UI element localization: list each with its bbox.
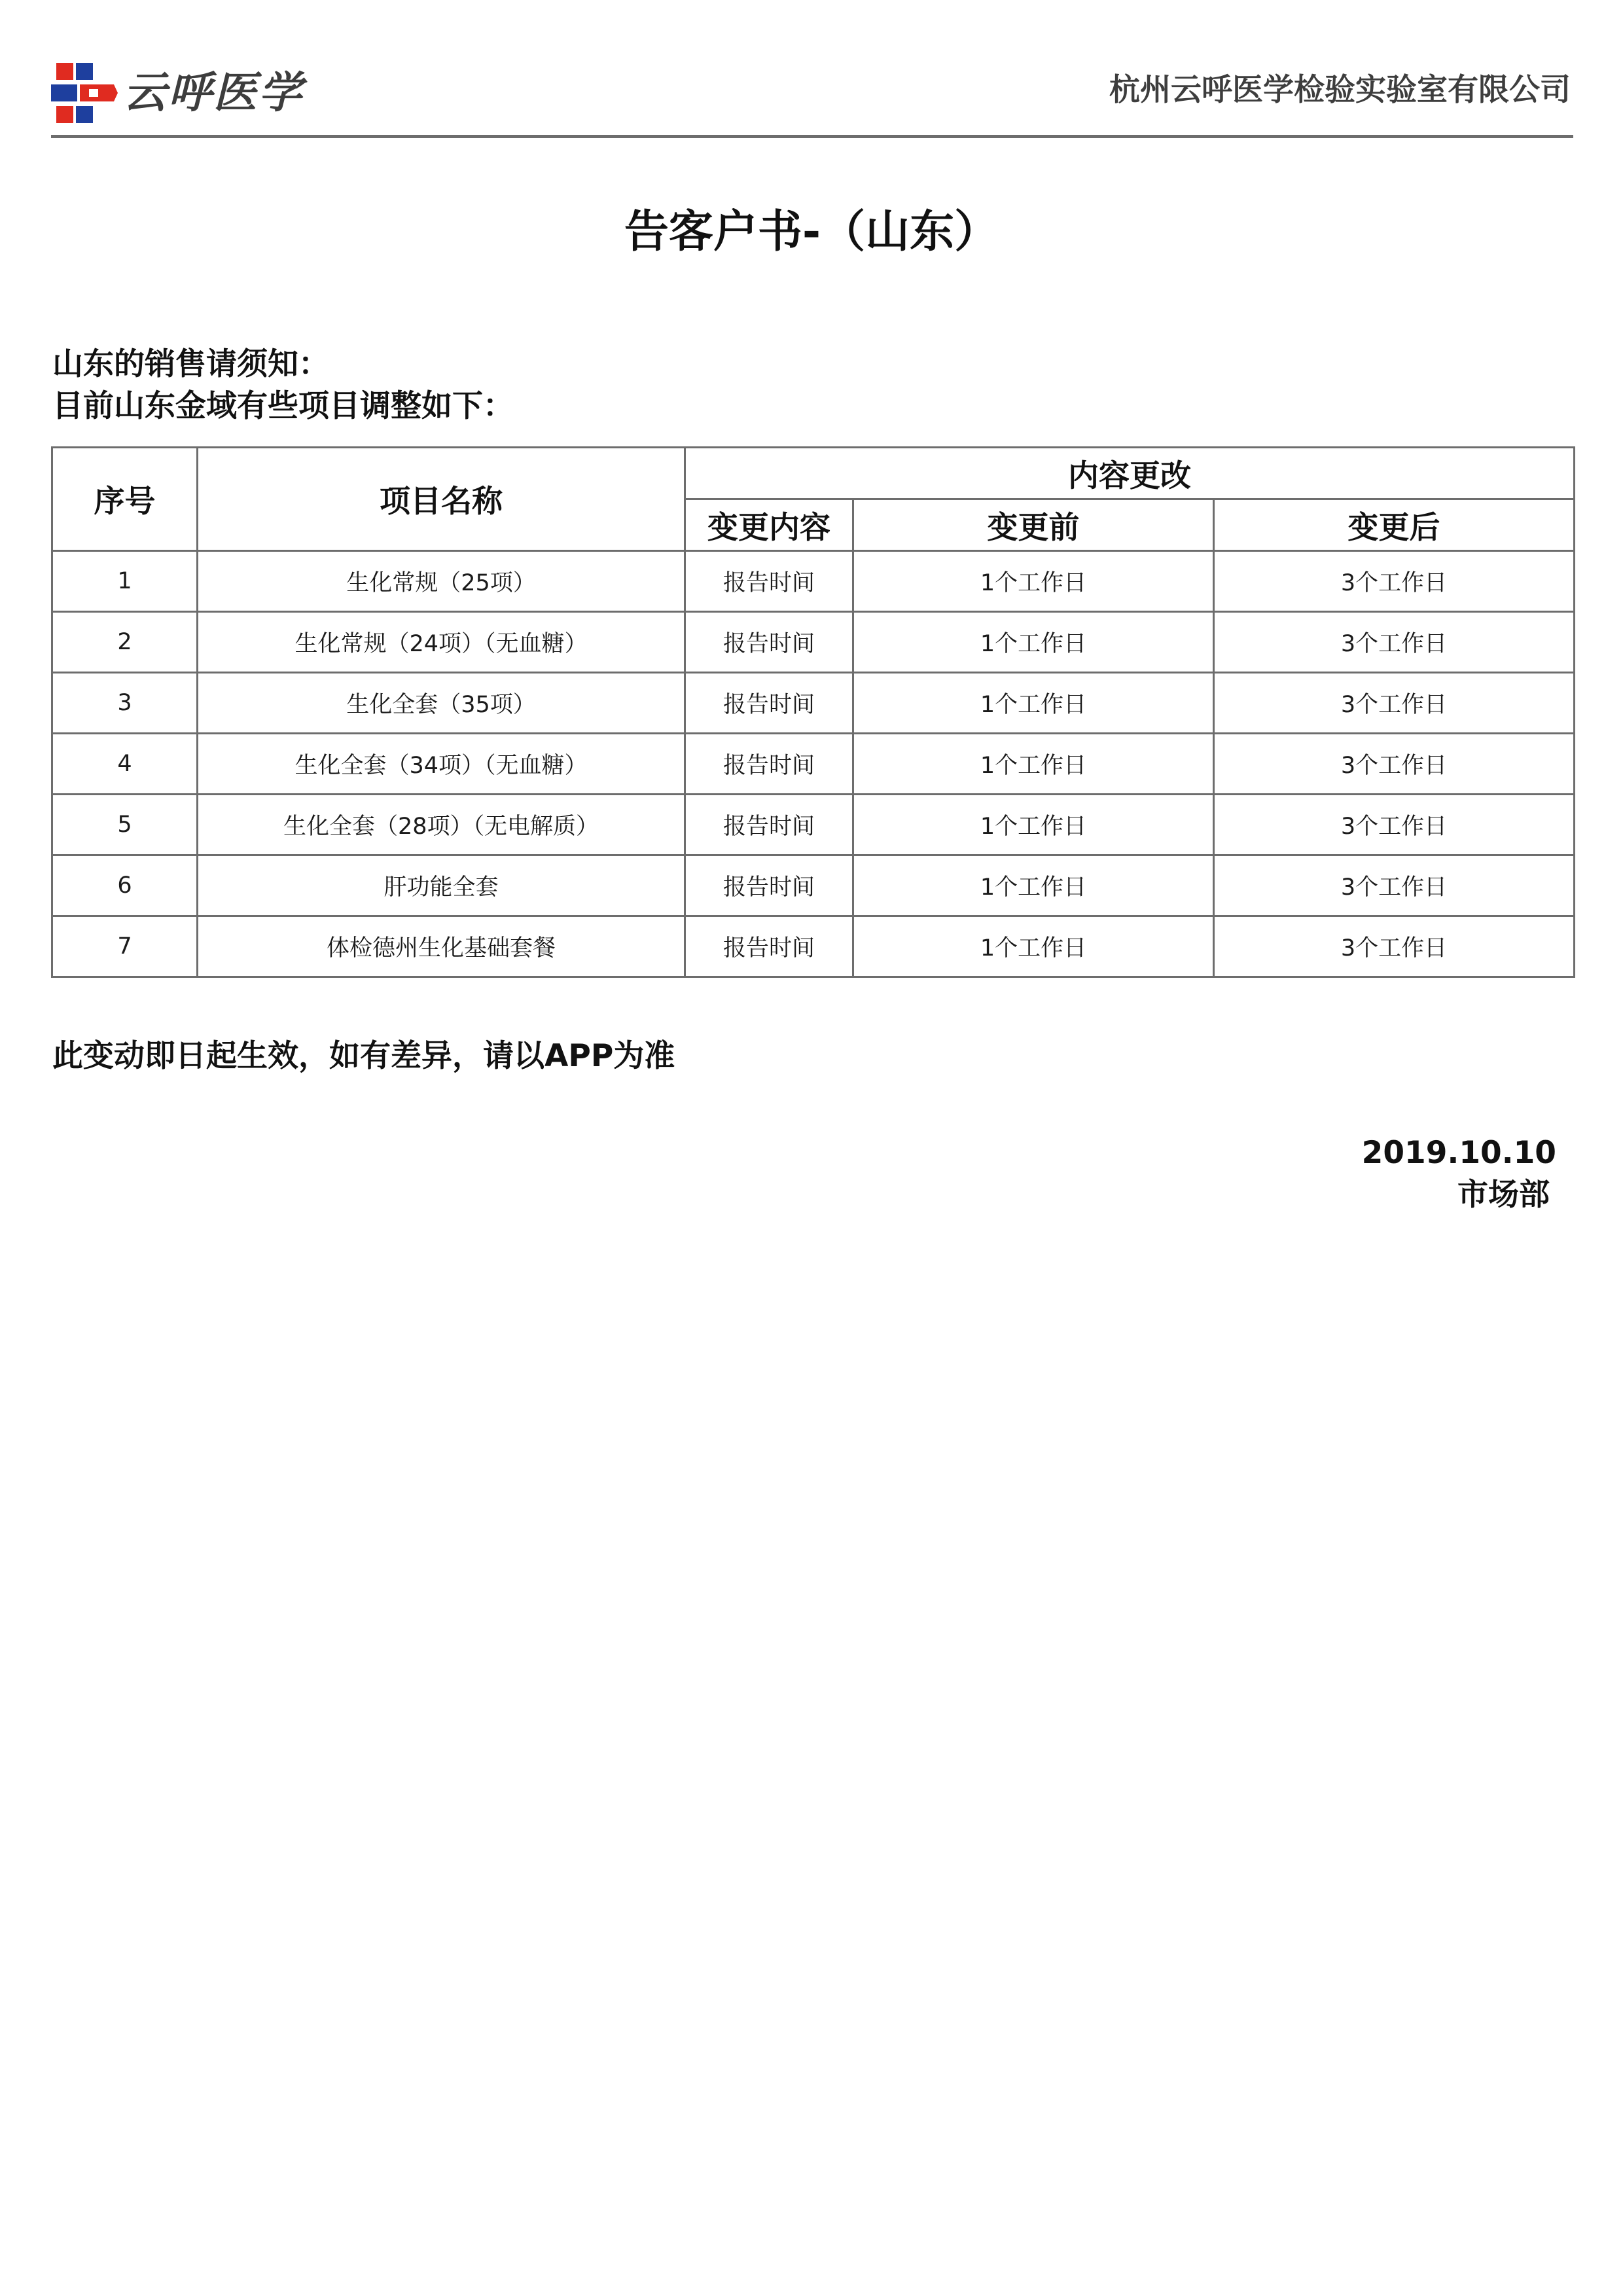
logo-text: 云呼医学 [123, 67, 304, 118]
cell-change-content: 报告时间 [685, 795, 853, 855]
table-header-row [52, 448, 1575, 499]
item-change-table [51, 446, 1575, 978]
cell-item-name: 生化常规（24项）（无血糖） [198, 612, 685, 673]
table-row [52, 612, 1575, 673]
cell-before: 1个工作日 [853, 916, 1214, 977]
letterhead [51, 58, 1573, 138]
cell-item-name: 生化常规（25项） [198, 551, 685, 612]
table-row [52, 916, 1575, 977]
cell-before: 1个工作日 [853, 734, 1214, 795]
cell-after: 3个工作日 [1214, 855, 1575, 916]
cell-no: 1 [52, 551, 198, 612]
cell-change-content: 报告时间 [685, 673, 853, 734]
effective-note: 此变动即日起生效，如有差异，请以APP为准 [52, 1038, 675, 1074]
cell-item-name: 生化全套（35项） [198, 673, 685, 734]
header-before: 变更前 [853, 499, 1214, 551]
header-no: 序号 [52, 448, 198, 551]
cell-no: 3 [52, 673, 198, 734]
signature-block [1362, 1132, 1556, 1216]
intro-line-1: 山东的销售请须知： [52, 346, 329, 382]
cell-item-name: 生化全套（28项）（无电解质） [198, 795, 685, 855]
cell-item-name: 体检德州生化基础套餐 [198, 916, 685, 977]
cell-after: 3个工作日 [1214, 612, 1575, 673]
cell-no: 2 [52, 612, 198, 673]
cell-change-content: 报告时间 [685, 916, 853, 977]
cell-change-content: 报告时间 [685, 855, 853, 916]
cell-change-content: 报告时间 [685, 612, 853, 673]
signature-date: 2019.10.10 [1361, 1135, 1556, 1171]
table-row [52, 673, 1575, 734]
header-after: 变更后 [1214, 499, 1575, 551]
table-row [52, 795, 1575, 855]
cell-after: 3个工作日 [1214, 734, 1575, 795]
cell-change-content: 报告时间 [685, 551, 853, 612]
header-change-content: 变更内容 [685, 499, 853, 551]
cell-before: 1个工作日 [853, 795, 1214, 855]
cell-before: 1个工作日 [853, 855, 1214, 916]
cell-item-name: 生化全套（34项）（无血糖） [198, 734, 685, 795]
cell-after: 3个工作日 [1214, 795, 1575, 855]
cell-no: 7 [52, 916, 198, 977]
cell-after: 3个工作日 [1214, 673, 1575, 734]
company-logo [51, 60, 304, 126]
cell-no: 4 [52, 734, 198, 795]
table-row [52, 855, 1575, 916]
intro-text [52, 344, 514, 427]
cell-before: 1个工作日 [853, 551, 1214, 612]
cell-change-content: 报告时间 [685, 734, 853, 795]
cell-after: 3个工作日 [1214, 916, 1575, 977]
cell-no: 5 [52, 795, 198, 855]
document-title: 告客户书-（山东） [624, 206, 999, 258]
intro-line-2: 目前山东金域有些项目调整如下： [52, 388, 514, 424]
medical-cross-logo-icon [51, 60, 118, 126]
cell-no: 6 [52, 855, 198, 916]
cell-after: 3个工作日 [1214, 551, 1575, 612]
cell-item-name: 肝功能全套 [198, 855, 685, 916]
header-change-group: 内容更改 [685, 448, 1575, 499]
signature-department: 市场部 [1457, 1177, 1550, 1213]
cell-before: 1个工作日 [853, 612, 1214, 673]
table-row [52, 734, 1575, 795]
company-name: 杭州云呼医学检验实验室有限公司 [1109, 72, 1571, 108]
table-row [52, 551, 1575, 612]
header-item-name: 项目名称 [198, 448, 685, 551]
cell-before: 1个工作日 [853, 673, 1214, 734]
